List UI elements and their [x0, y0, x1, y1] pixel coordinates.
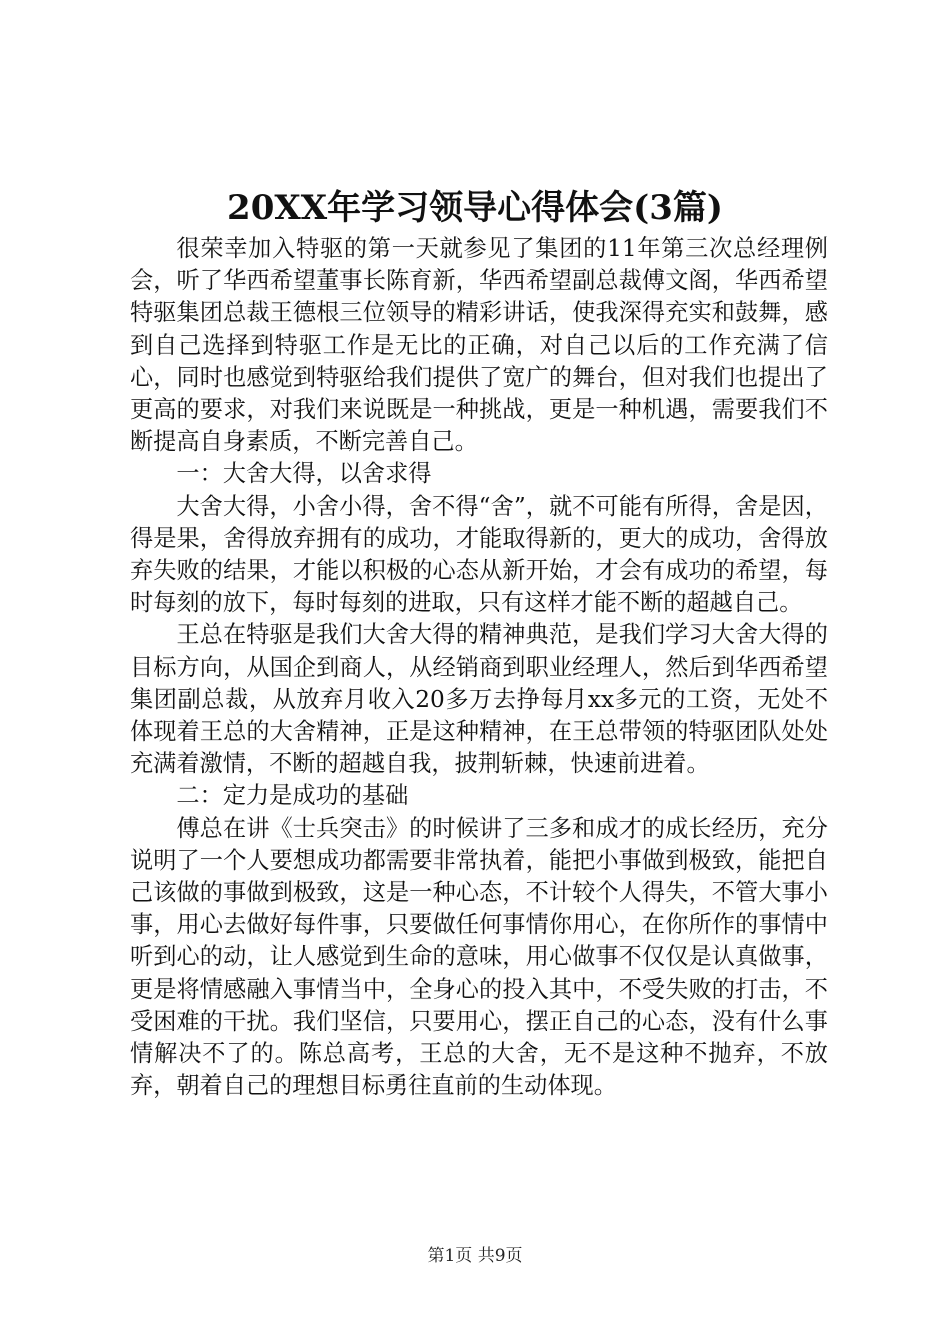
paragraph-intro: 很荣幸加入特驱的第一天就参见了集团的11年第三次总经理例会，听了华西希望董事长陈育新，华西希望副总裁傅文阁，华西希望特驱集团总裁王德根三位领导的精彩讲话，使我深得充实和鼓舞，感到自己选择到特驱工作是无比的正确，对自己以后的工作充满了信心，同时也感觉到特驱给我们提供了宽广的舞台，但对我们也提出了更高的要求，对我们来说既是一种挑战，更是一种机遇，需要我们不断提高自身素质，不断完善自己。: [130, 235, 828, 456]
page-number-footer: 第1页 共9页: [427, 1246, 523, 1266]
paragraph-section-1-example: 王总在特驱是我们大舍大得的精神典范，是我们学习大舍大得的目标方向，从国企到商人，从经销商到职业经理人，然后到华西希望集团副总裁，从放弃月收入20多万去挣每月xx多元的工资，无处不体现着王总的大舍精神，正是这种精神，在王总带领的特驱团队处处充满着激情，不断的超越自我，披荆斩棘，快速前进着。: [130, 621, 828, 778]
paragraph-section-2: 傅总在讲《士兵突击》的时候讲了三多和成才的成长经历，充分说明了一个人要想成功都需要非常执着，能把小事做到极致，能把自己该做的事做到极致，这是一种心态，不计较个人得失，不管大事小事，用心去做好每件事，只要做任何事情你用心，在你所作的事情中听到心的动，让人感觉到生命的意味，用心做事不仅仅是认真做事，更是将情感融入事情当中，全身心的投入其中，不受失败的打击，不受困难的干扰。我们坚信，只要用心，摆正自己的心态，没有什么事情解决不了的。陈总高考，王总的大舍，无不是这种不抛弃，不放弃，朝着自己的理想目标勇往直前的生动体现。: [130, 814, 828, 1100]
document-body: [130, 233, 828, 1102]
document-title: 20XX年学习领导心得体会(3篇): [227, 188, 723, 228]
section-heading-2: 二：定力是成功的基础: [176, 782, 409, 810]
section-heading-1: 一：大舍大得，以舍求得: [176, 460, 432, 488]
paragraph-section-1: 大舍大得，小舍小得，舍不得“舍”，就不可能有所得，舍是因，得是果，舍得放弃拥有的成功，才能取得新的，更大的成功，舍得放弃失败的结果，才能以积极的心态从新开始，才会有成功的希望，每时每刻的放下，每时每刻的进取，只有这样才能不断的超越自己。: [130, 492, 828, 617]
